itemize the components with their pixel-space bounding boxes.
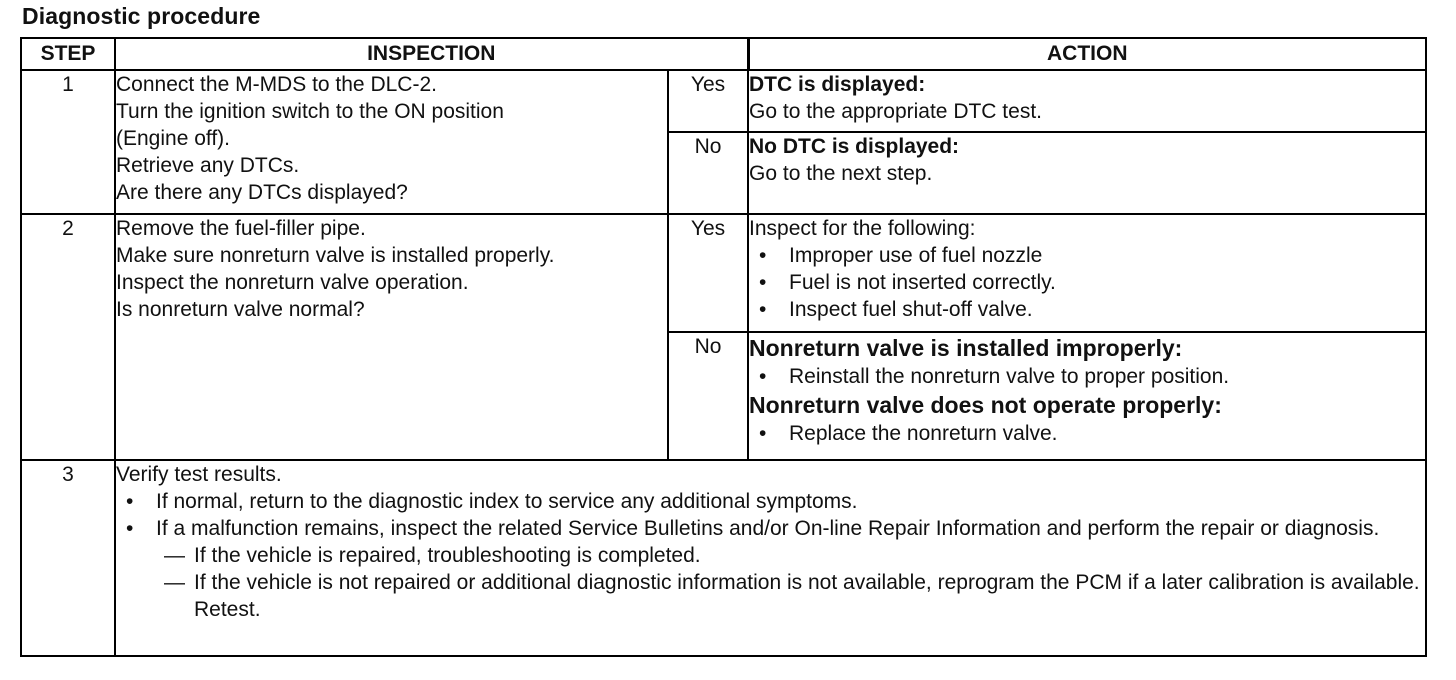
- bullet-icon: •: [759, 244, 767, 267]
- step-1-inspection: [115, 70, 668, 214]
- step-1-yes-label: Yes: [668, 70, 748, 132]
- dash-text: If the vehicle is not repaired or additional diagnostic information is not available, reprogram the PCM if a later calibration is available. Retest.: [194, 571, 1420, 621]
- step-2-inspection-line: Remove the fuel-filler pipe.: [116, 217, 366, 240]
- step-2-number: 2: [21, 214, 115, 460]
- bullet-text: Fuel is not inserted correctly.: [789, 271, 1056, 294]
- header-action: ACTION: [748, 38, 1426, 70]
- bullet-text: Inspect fuel shut-off valve.: [789, 298, 1033, 321]
- step-2-no-heading-1: Nonreturn valve is installed improperly:: [749, 335, 1183, 361]
- bullet-icon: •: [759, 422, 767, 445]
- step-3-number: 3: [21, 460, 115, 656]
- step-2-inspection-line: Inspect the nonreturn valve operation.: [116, 271, 469, 294]
- bullet-item: [749, 269, 1425, 296]
- step-2-no-action: [748, 332, 1426, 460]
- step-1-number: 1: [21, 70, 115, 214]
- header-step: STEP: [21, 38, 115, 70]
- step-1-no-heading: No DTC is displayed:: [749, 135, 960, 158]
- bullet-text: Reinstall the nonreturn valve to proper position.: [789, 365, 1230, 388]
- dash-item: [116, 542, 1425, 569]
- step-2-no-heading-2: Nonreturn valve does not operate properly:: [749, 392, 1222, 418]
- step-3-content: [115, 460, 1426, 656]
- header-inspection: INSPECTION: [115, 38, 748, 70]
- bullet-text: Improper use of fuel nozzle: [789, 244, 1043, 267]
- bullet-item: [749, 363, 1425, 390]
- step-1-inspection-line: (Engine off).: [116, 127, 231, 150]
- bullet-text: If a malfunction remains, inspect the related Service Bulletins and/or On-line Repair Information and perform the repair or diagnosis.: [156, 517, 1380, 540]
- bullet-icon: •: [126, 490, 134, 513]
- bullet-item: [749, 296, 1425, 323]
- bullet-item: [116, 515, 1425, 542]
- step-2-inspection-line: Make sure nonreturn valve is installed properly.: [116, 244, 555, 267]
- step-2-inspection-line: Is nonreturn valve normal?: [116, 298, 365, 321]
- bullet-icon: •: [759, 298, 767, 321]
- dash-item: [116, 569, 1425, 623]
- step-1-inspection-line: Retrieve any DTCs.: [116, 154, 300, 177]
- step-3-row: [21, 460, 1426, 656]
- step-2-yes-action: [748, 214, 1426, 332]
- step-1-no-label: No: [668, 132, 748, 214]
- dash-icon: —: [164, 571, 185, 594]
- step-1-yes-row: [21, 70, 1426, 132]
- step-1-yes-text: Go to the appropriate DTC test.: [749, 100, 1042, 123]
- step-1-no-action: [748, 132, 1426, 214]
- step-1-inspection-line: Are there any DTCs displayed?: [116, 181, 408, 204]
- bullet-item: [116, 488, 1425, 515]
- step-1-inspection-line: Connect the M-MDS to the DLC-2.: [116, 73, 437, 96]
- step-1-no-text: Go to the next step.: [749, 162, 933, 185]
- step-2-yes-intro: Inspect for the following:: [749, 217, 976, 240]
- bullet-icon: •: [759, 271, 767, 294]
- step-2-no-label: No: [668, 332, 748, 460]
- header-row: [21, 38, 1426, 70]
- bullet-text: If normal, return to the diagnostic index to service any additional symptoms.: [156, 490, 858, 513]
- step-2-yes-label: Yes: [668, 214, 748, 332]
- dash-text: If the vehicle is repaired, troubleshooting is completed.: [194, 544, 701, 567]
- bullet-item: [749, 242, 1425, 269]
- bullet-text: Replace the nonreturn valve.: [789, 422, 1058, 445]
- step-1-yes-heading: DTC is displayed:: [749, 73, 926, 96]
- step-3-intro: Verify test results.: [116, 463, 282, 486]
- page-title: Diagnostic procedure: [22, 3, 261, 29]
- bullet-icon: •: [759, 365, 767, 388]
- diagnostic-procedure-table: [20, 37, 1427, 657]
- step-2-yes-row: [21, 214, 1426, 332]
- bullet-item: [749, 420, 1425, 447]
- dash-icon: —: [164, 544, 185, 567]
- step-1-yes-action: [748, 70, 1426, 132]
- step-1-inspection-line: Turn the ignition switch to the ON position: [116, 100, 504, 123]
- step-2-inspection: [115, 214, 668, 460]
- bullet-icon: •: [126, 517, 134, 540]
